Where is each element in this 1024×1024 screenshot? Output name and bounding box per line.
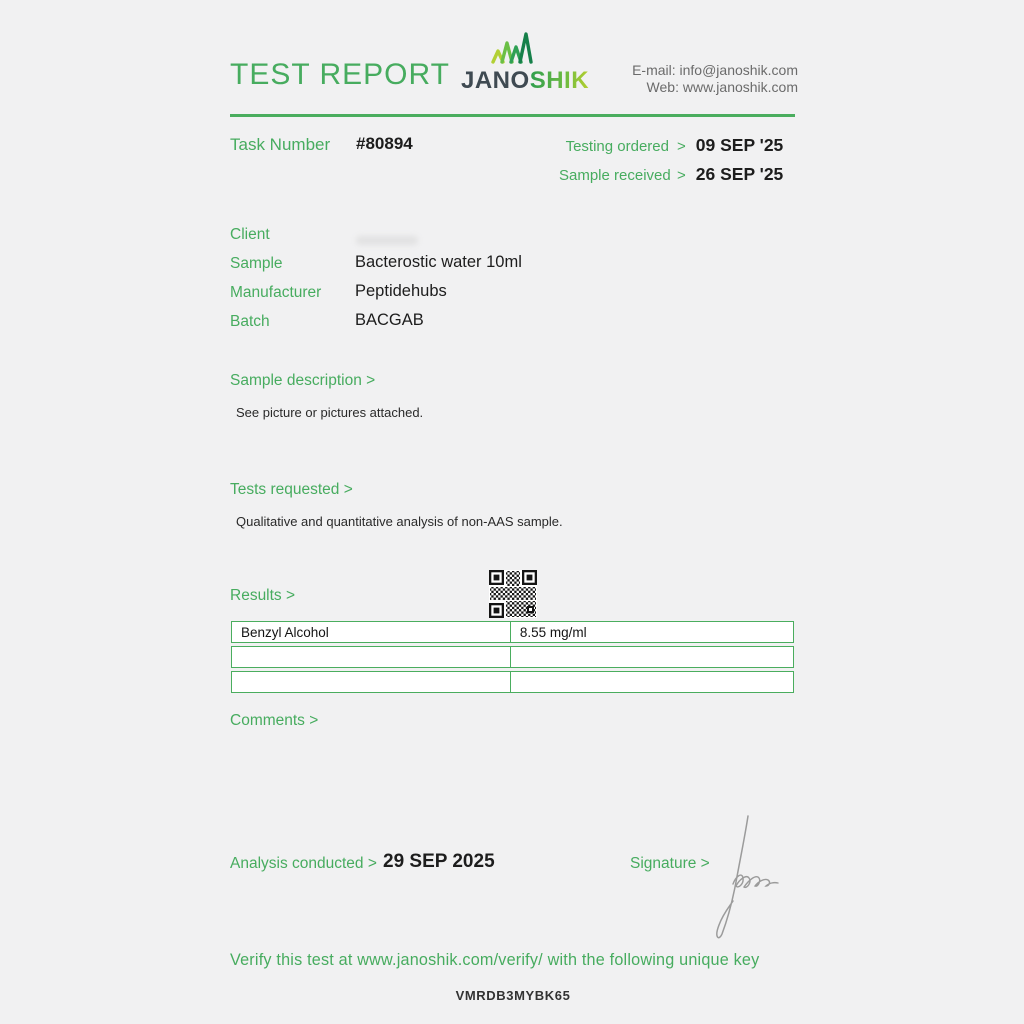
qr-code-image (489, 570, 537, 618)
manufacturer-value: Peptidehubs (355, 282, 447, 300)
result-value-cell (511, 647, 793, 667)
sample-received-label: Sample received (559, 167, 671, 184)
contact-block (632, 62, 798, 96)
page-title: TEST REPORT (230, 58, 450, 91)
table-row (231, 646, 794, 668)
growth-chart-icon (490, 31, 542, 67)
results-heading: Results > (230, 587, 296, 604)
table-row (231, 621, 794, 643)
header-divider (230, 114, 795, 117)
batch-label: Batch (230, 313, 270, 330)
verify-instruction: Verify this test at www.janoshik.com/verify/ with the following unique key (230, 951, 760, 969)
company-logo (461, 31, 590, 94)
task-number-label: Task Number (230, 135, 331, 154)
unique-key: VMRDB3MYBK65 (455, 988, 571, 1003)
testing-ordered-row (559, 135, 783, 156)
tests-requested-body: Qualitative and quantitative analysis of non-AAS sample. (236, 514, 563, 529)
brand-name (461, 67, 590, 94)
brand-name-jano: JANO (461, 67, 530, 94)
brand-name-shik: SHIK (529, 67, 590, 94)
comments-heading: Comments > (230, 712, 319, 729)
sample-description-heading: Sample description > (230, 372, 376, 389)
batch-value: BACGAB (355, 311, 424, 329)
analysis-conducted-value: 29 SEP 2025 (383, 851, 495, 872)
task-number-value: #80894 (356, 134, 413, 153)
table-row (231, 671, 794, 693)
handwritten-signature (700, 812, 795, 940)
client-value-redacted-blur (356, 236, 418, 245)
sample-received-row (559, 164, 783, 185)
result-analyte-cell: Benzyl Alcohol (232, 622, 511, 642)
result-analyte-cell (232, 672, 511, 692)
client-label: Client (230, 226, 270, 243)
sample-value: Bacterostic water 10ml (355, 253, 522, 271)
testing-ordered-label: Testing ordered (565, 138, 669, 155)
manufacturer-label: Manufacturer (230, 284, 322, 301)
result-value-cell (511, 672, 793, 692)
testing-ordered-value: 09 SEP '25 (695, 135, 784, 155)
chevron-right-icon: > (677, 167, 686, 184)
chevron-right-icon: > (677, 138, 686, 155)
result-value-cell: 8.55 mg/ml (519, 624, 587, 640)
sample-label: Sample (230, 255, 283, 272)
sample-received-value: 26 SEP '25 (695, 164, 784, 184)
contact-web: Web: www.janoshik.com (646, 79, 798, 95)
sample-description-body: See picture or pictures attached. (236, 405, 424, 420)
tests-requested-heading: Tests requested > (230, 481, 353, 498)
result-analyte-cell (232, 647, 511, 667)
results-table (231, 621, 794, 693)
analysis-conducted-label: Analysis conducted > (230, 855, 377, 872)
signature-label: Signature > (630, 855, 710, 872)
contact-email: E-mail: info@janoshik.com (632, 62, 798, 78)
